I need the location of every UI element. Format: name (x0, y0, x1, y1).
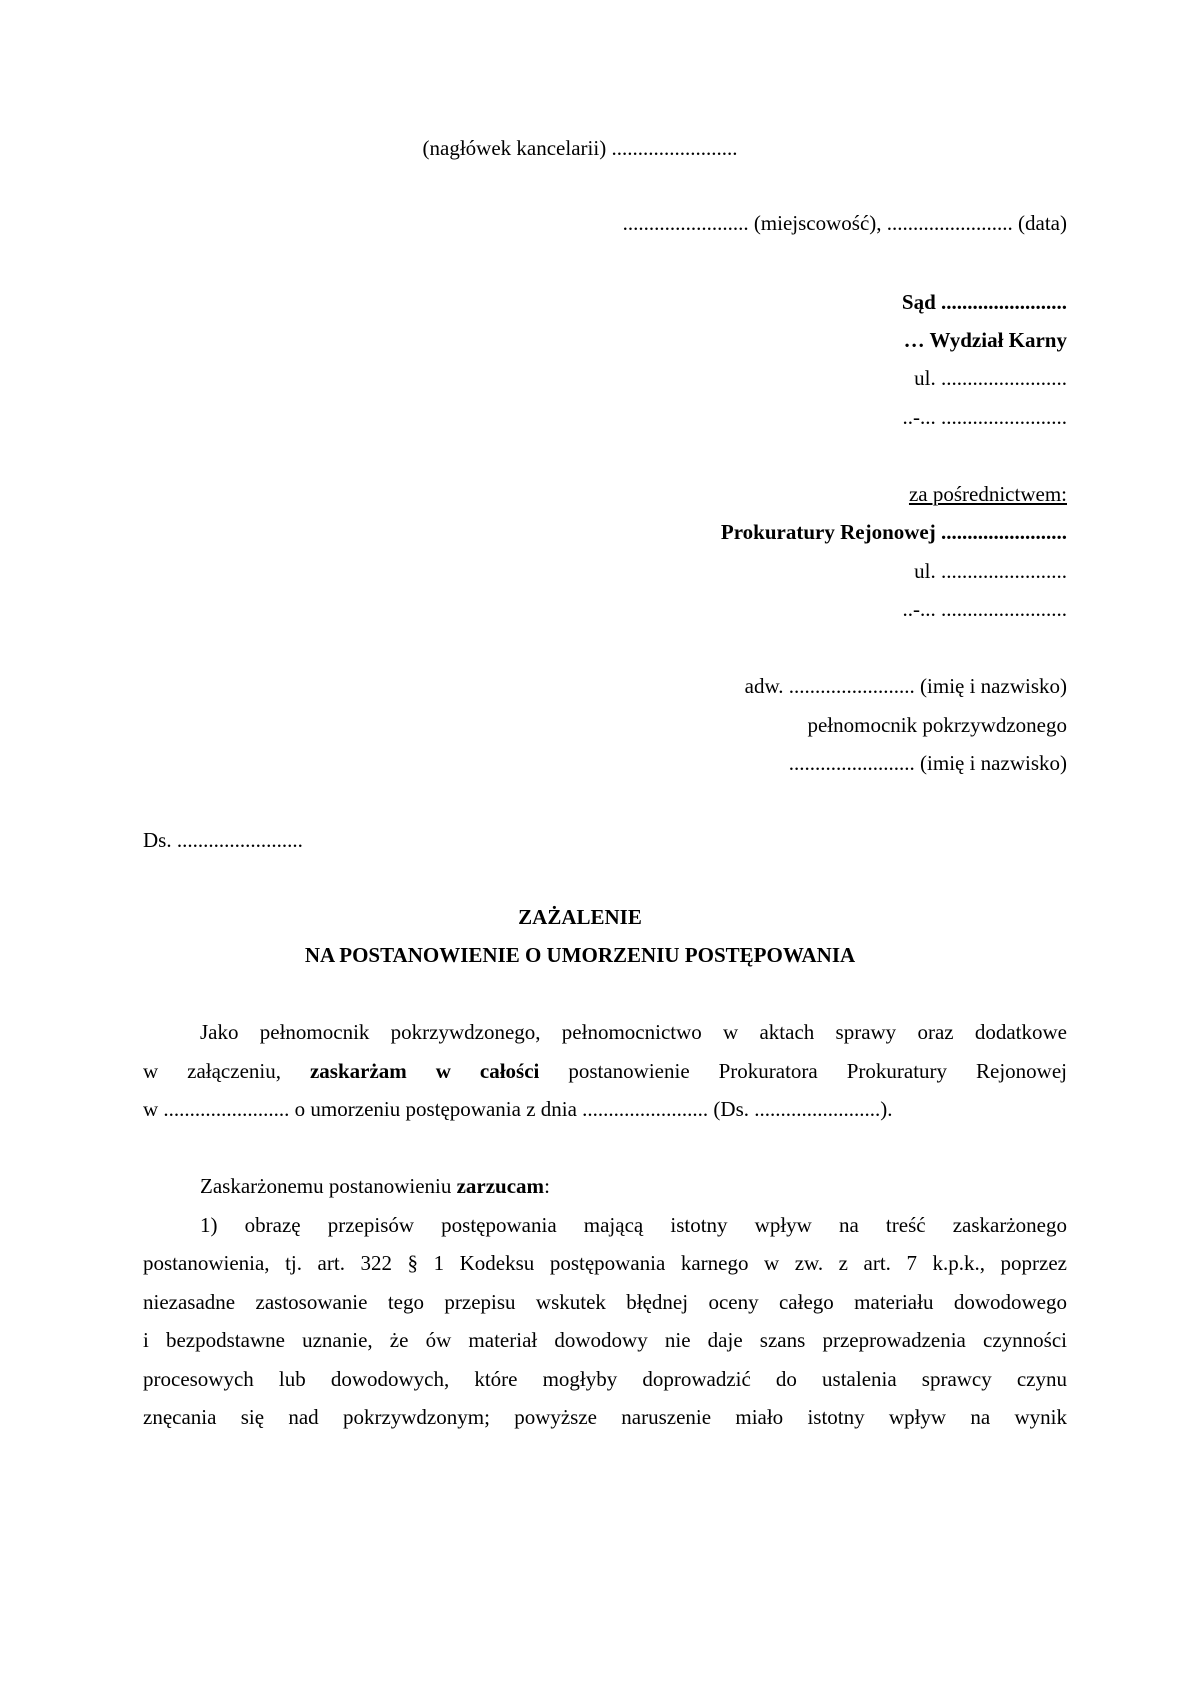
point-1-line-6: znęcania się nad pokrzywdzonym; powyższe naruszenie miało istotny wpływ na wynik (143, 1405, 1067, 1429)
paragraph-complaint-line-2 (143, 1057, 1067, 1085)
point-1-line-5: procesowych lub dowodowych, które mogłyby doprowadzić do ustalenia sprawcy czynu (143, 1367, 1067, 1391)
paragraph-complaint-line-2-post: postanowienie Prokuratora Prokuratury Rejonowej (539, 1059, 1067, 1083)
document-title: ZAŻALENIE (518, 905, 642, 929)
point-1-line-4: i bezpodstawne uznanie, że ów materiał dowodowy nie daje szans przeprowadzenia czynności (143, 1328, 1067, 1352)
document-subtitle: NA POSTANOWIENIE O UMORZENIU POSTĘPOWANIA (304, 943, 856, 967)
prosecutor-street: ul. ........................ (914, 559, 1067, 583)
via-label: za pośrednictwem: (908, 482, 1067, 506)
point-1-line-1: 1) obrazę przepisów postępowania mającą istotny wpływ na treść zaskarżonego (200, 1213, 1067, 1237)
court-postal: ..-... ........................ (902, 405, 1067, 429)
court-name: Sąd ........................ (901, 290, 1067, 314)
paragraph-accusation-pre: Zaskarżonemu postanowieniu (200, 1174, 457, 1198)
attorney-role: pełnomocnik pokrzywdzonego (807, 713, 1067, 737)
paragraph-accusation-post: : (544, 1174, 550, 1198)
place-date-line: ........................ (miejscowość), ........................ (data) (622, 211, 1067, 235)
prosecutor-office: Prokuratury Rejonowej ........................ (720, 520, 1067, 544)
paragraph-accusation (200, 1172, 550, 1200)
point-1-line-3: niezasadne zastosowanie tego przepisu wskutek błędnej oceny całego materiału dowodowego (143, 1290, 1067, 1314)
court-department: … Wydział Karny (903, 328, 1067, 352)
attorney-name: adw. ........................ (imię i nazwisko) (744, 674, 1067, 698)
paragraph-complaint (200, 1018, 1067, 1046)
prosecutor-postal: ..-... ........................ (902, 597, 1067, 621)
victim-name: ........................ (imię i nazwisko) (788, 751, 1067, 775)
paragraph-complaint-line-3: w ........................ o umorzeniu postępowania z dnia ........................ (Ds. ........................). (143, 1097, 893, 1121)
paragraph-accusation-bold: zarzucam (456, 1174, 545, 1198)
paragraph-complaint-line-1: Jako pełnomocnik pokrzywdzonego, pełnomocnictwo w aktach sprawy oraz dodatkowe (200, 1020, 1067, 1044)
court-street: ul. ........................ (914, 366, 1067, 390)
paragraph-complaint-line-2-bold: zaskarżam w całości (309, 1059, 540, 1083)
case-reference: Ds. ........................ (143, 828, 303, 852)
kancelaria-header: (nagłówek kancelarii) ........................ (422, 136, 738, 160)
point-1-line-2: postanowienia, tj. art. 322 § 1 Kodeksu postępowania karnego w zw. z art. 7 k.p.k., poprzez (143, 1251, 1067, 1275)
paragraph-complaint-line-2-pre: w załączeniu, (143, 1059, 310, 1083)
